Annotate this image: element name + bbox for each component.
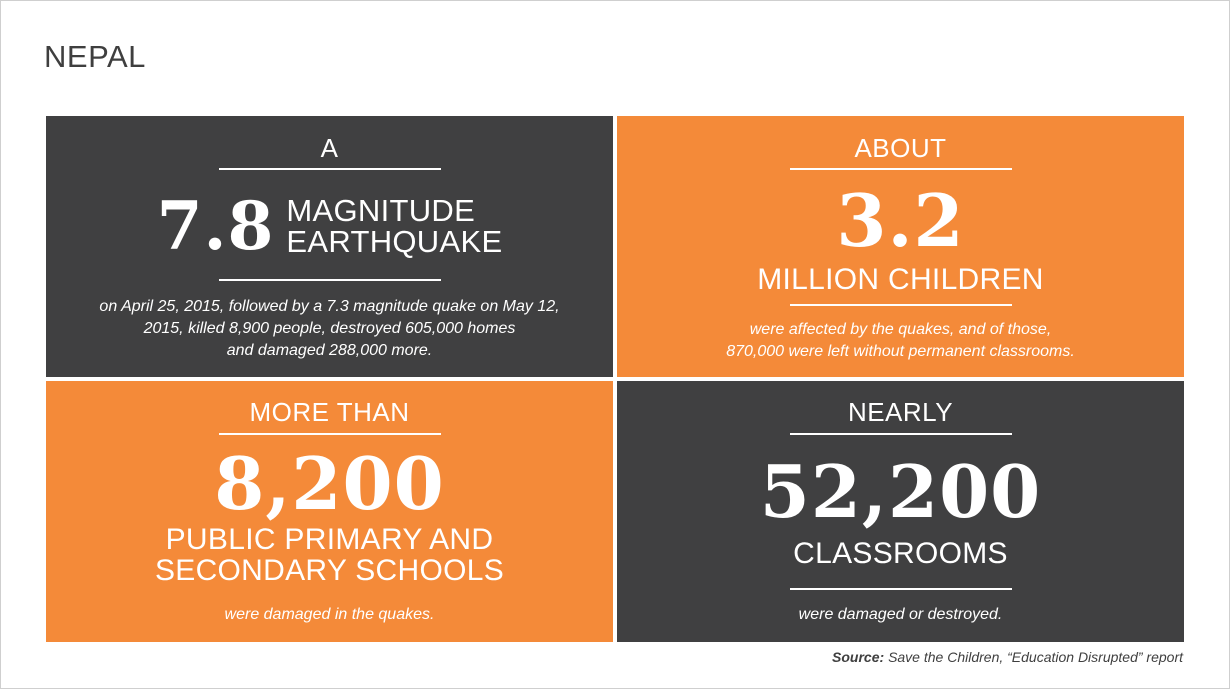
panel-lead: A [320,133,339,163]
panel-lead: ABOUT [854,133,947,163]
big-number: 7.8 [156,187,275,265]
panel-lead: NEARLY [847,397,954,427]
panel-description: were damaged in the quakes. [224,606,435,623]
panel-label [46,524,613,586]
big-number: 52,200 [759,449,1042,534]
panel-earthquake-magnitude [46,116,613,377]
divider-rule [790,304,1012,306]
source-label: Source: [832,649,885,665]
divider-rule [219,168,441,170]
desc-line: and damaged 288,000 more. [226,342,433,359]
panel-description [617,319,1184,363]
panel-children-affected [617,116,1184,377]
label-line: SECONDARY SCHOOLS [154,554,505,587]
label-line: PUBLIC PRIMARY AND [165,523,494,556]
panel-label: MILLION CHILDREN [757,263,1044,296]
source-credit [832,649,1183,665]
divider-rule [219,433,441,435]
big-number: 8,200 [214,441,445,526]
desc-line: were affected by the quakes, and of those, [749,321,1052,338]
magnitude-combo [46,186,613,266]
desc-line: on April 25, 2015, followed by a 7.3 magnitude quake on May 12, [99,298,560,315]
source-text: Save the Children, “Education Disrupted” report [888,649,1183,665]
page-title: NEPAL [44,39,146,74]
panel-description: were damaged or destroyed. [798,606,1003,623]
panel-description [46,296,613,362]
label-line: EARTHQUAKE [286,224,503,259]
panel-lead: MORE THAN [249,397,410,427]
panel-schools-damaged [46,381,613,642]
desc-line: 870,000 were left without permanent classrooms. [726,343,1075,360]
big-number: 3.2 [836,178,965,263]
panel-label [286,195,502,257]
panel-classrooms-damaged [617,381,1184,642]
panel-label: CLASSROOMS [793,537,1008,570]
divider-rule [790,433,1012,435]
label-line: MAGNITUDE [286,193,476,228]
divider-rule [219,279,441,281]
desc-line: 2015, killed 8,900 people, destroyed 605,000 homes [143,320,516,337]
divider-rule [790,588,1012,590]
divider-rule [790,168,1012,170]
